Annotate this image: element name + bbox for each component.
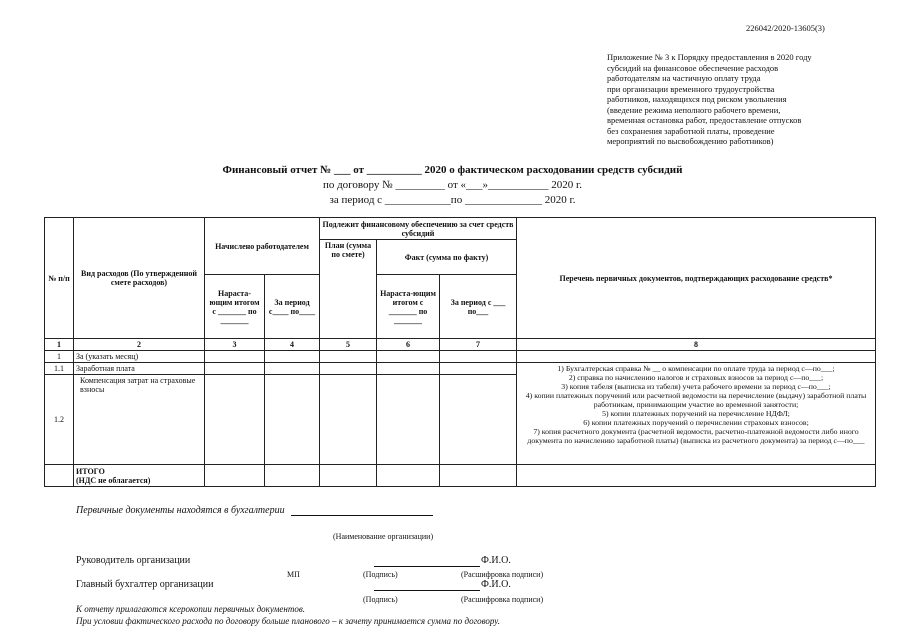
appendix-line: мероприятий по высвобождению работников) [607,136,774,146]
total-vat-note: (НДС не облагается) [76,475,151,485]
cell [440,351,517,363]
header-accrued-cumulative: Нараста-ющим итогом с _______ по _______ [205,275,265,339]
cell [320,375,377,465]
header-fact: Факт (сумма по факту) [377,240,517,275]
header-subsidy: Подлежит финансовому обеспечению за счет средств субсидий [320,218,517,240]
cell [265,351,320,363]
signature-caption: (Подпись) [363,595,398,604]
cell [377,465,440,487]
row-label: За (указать месяц) [74,351,205,363]
header-fact-cumulative: Нараста-ющим итогом с _______ по _______ [377,275,440,339]
document-number: 226042/2020-13605(3) [746,23,825,33]
col-num: 8 [517,339,876,351]
cell [205,363,265,375]
document-item: 5) копии платежных поручений на перечисление НДФЛ; [602,409,790,418]
col-num: 6 [377,339,440,351]
cell [205,351,265,363]
col-num: 4 [265,339,320,351]
document-item: 3) копия табеля (выписка из табеля) учета рабочего времени за период с—по___; [561,382,831,391]
appendix-line: при организации временного трудоустройства [607,83,775,94]
document-item: 7) копия расчетного документа (расчетной ведомости, расчетно-платежной ведомости либо иного документа по начислению заработной платы) (выписка из расчетного документа) за период с—по___ [527,427,865,445]
documents-list [517,363,876,465]
cell [440,363,517,375]
row-number: 1.1 [45,363,74,375]
document-item: 2) справка по начислению налогов и страховых взносов за период с—по___; [568,373,824,382]
row-number: 1.2 [45,375,74,465]
title-line-3: за период с ____________по ______________ 2020 г. [329,194,576,206]
cell [517,465,876,487]
signature-caption: (Подпись) [363,570,398,579]
primary-docs-text: Первичные документы находятся в бухгалтерии [76,505,285,516]
appendix-line: без сохранения заработной платы, проведение [607,125,775,136]
decoding-caption: (Расшифровка подписи) [461,595,544,604]
head-signature-line [374,555,480,567]
cell [205,375,265,465]
title-line-2: по договору № _________ от «___»___________ 2020 г. [322,179,583,191]
appendix-line: (введение режима неполного рабочего времени, [607,104,781,115]
report-title [0,163,905,208]
document-item: 4) копии платежных поручений или расчетной ведомости на перечисление (выдачу) заработной платы работникам, принимающим участие во временной занятости; [525,391,867,409]
cell [265,375,320,465]
org-name-caption: (Наименование организации) [333,532,434,541]
footnote: При условии фактического расхода по договору больше планового – к зачету принимается сумма по договору. [76,616,500,626]
col-num: 5 [320,339,377,351]
appendix-note [607,52,887,147]
header-accrued-period: За период с____ по____ [265,275,320,339]
cell [377,375,440,465]
cell [377,363,440,375]
decoding-caption: (Расшифровка подписи) [461,570,544,579]
cell [265,465,320,487]
accountant-fio: Ф.И.О. [481,579,511,590]
accountant-signature-line [374,579,480,591]
cell [320,363,377,375]
title-line-1: Финансовый отчет № ___ от __________ 2020 о фактическом расходовании средств субсидий [222,164,683,176]
header-documents: Перечень первичных документов, подтверждающих расходование средств* [517,218,876,339]
document-item: 6) копии платежных поручений о перечислении страховых взносов; [583,418,809,427]
document-item: 1) Бухгалтерская справка № __ о компенсации по оплате труда за период с—по___; [557,364,835,373]
head-fio: Ф.И.О. [481,555,511,566]
row-label: Заработная плата [74,363,205,375]
footnotes [76,603,500,627]
head-label: Руководитель организации [76,555,191,566]
total-label [74,465,205,487]
appendix-line: работодателям на частичную оплату труда [607,73,761,83]
cell [45,465,74,487]
cell [320,465,377,487]
footnote: К отчету прилагаются ксерокопии первичных документов. [76,604,305,614]
col-num: 1 [45,339,74,351]
cell [377,351,440,363]
header-num: № п/п [45,218,74,339]
cell [320,351,377,363]
chief-accountant-label: Главный бухгалтер организации [76,579,214,590]
total-title: ИТОГО [76,466,105,476]
appendix-line: временная остановка работ, предоставление отпусков [607,115,802,125]
cell [517,351,876,363]
appendix-line: Приложение № 3 к Порядку предоставления в 2020 году [607,52,812,62]
col-num: 2 [74,339,205,351]
header-plan: План (сумма по смете) [320,240,377,339]
row-label: Компенсация затрат на страховые взносы [74,375,205,465]
cell [440,375,517,465]
cell [440,465,517,487]
org-name-line [291,505,433,516]
header-expense-type: Вид расходов (По утвержденной смете расходов) [74,218,205,339]
primary-docs-line [76,505,433,516]
header-accrued: Начислено работодателем [205,218,320,275]
cell [205,465,265,487]
cell [265,363,320,375]
col-num: 3 [205,339,265,351]
stamp-place: МП [287,570,300,579]
appendix-line: работников, находящихся под риском увольнения [607,94,787,104]
report-table [44,217,876,487]
appendix-line: субсидий на финансовое обеспечение расходов [607,62,779,73]
header-fact-period: За период с ___ по___ [440,275,517,339]
col-num: 7 [440,339,517,351]
row-number: 1 [45,351,74,363]
